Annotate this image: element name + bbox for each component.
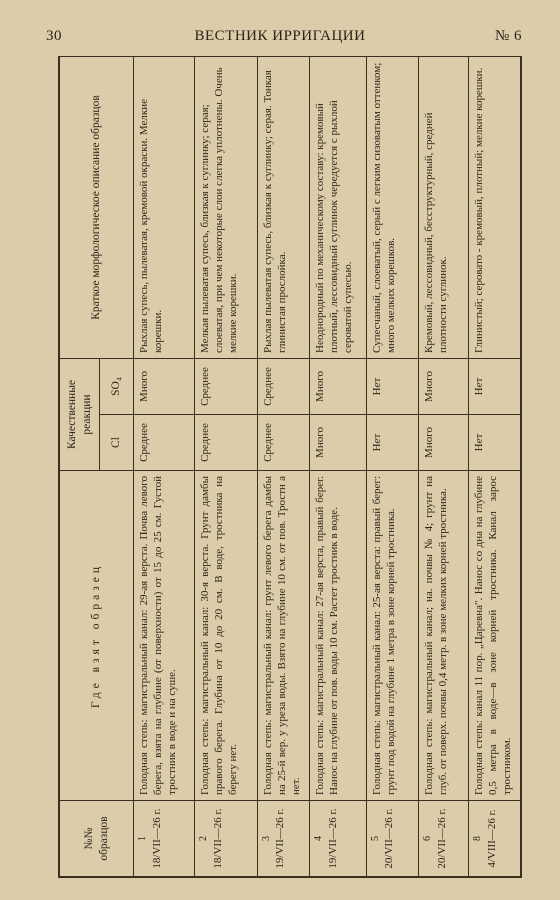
rotated-table-container — [59, 57, 521, 877]
location-cell: Голодная степь: магистральный канал: 29-ая верста. Почва левого берега, взята на глубине (от поверхности) от 15 до 25 см. Густой тростник в воде и на суше. — [134, 471, 195, 801]
sample-number: 5 — [369, 836, 381, 841]
description-cell: Рыхлая супесь, пылеватая, кремовой окраски. Мелкие корешки. — [134, 56, 195, 358]
sample-number: 2 — [197, 836, 209, 841]
header-description: Краткое морфологическое описание образцов — [60, 56, 134, 358]
description-cell: Кремовый, лессовидный, бесструктурный, средней плотности суглинок. — [419, 56, 469, 358]
sample-number: 6 — [422, 836, 434, 841]
cl-reaction-cell: Много — [310, 415, 367, 471]
description-cell: Супесчаный, слоеватый, серый с легким сизоватым оттенком; много мелких корешков. — [366, 56, 418, 358]
sample-number: 8 — [472, 836, 484, 841]
sample-id-cell — [419, 801, 469, 877]
journal-title: ВЕСТНИК ИРРИГАЦИИ — [194, 28, 366, 44]
description-cell: Глинистый; серовато - кремовый, плотный; мелкие корешки. — [469, 56, 521, 358]
table-row — [469, 56, 521, 876]
sample-date: 18/VII—26 г. — [150, 808, 163, 869]
sample-id-cell — [310, 801, 367, 877]
so4-reaction-cell: Среднее — [257, 358, 309, 414]
cl-reaction-cell: Много — [419, 415, 469, 471]
sample-number: 3 — [260, 836, 272, 841]
header-so4: SO₄ — [100, 358, 134, 414]
header-reactions: Качественные реакции — [60, 358, 100, 470]
location-cell: Голодная степь: магистральный канал: грунт левого берега дамбы на 25-й вер. у уреза воды. Взято на глубине 10 см. от пов. Тростн а нет. — [257, 471, 309, 801]
table-body — [134, 56, 521, 876]
description-cell: Рыхлая пылеватая супесь, близкая к суглинку; серая. Тонкая глинистая прослойка. — [257, 56, 309, 358]
sample-date: 18/VII—26 г. — [211, 808, 224, 869]
description-cell: Мелкая пылеватая супесь, близкая к суглинку; серая; слоеватая, при чем некоторые слои слегка уплотнены. Очень мелкие корешки. — [194, 56, 257, 358]
so4-reaction-cell: Много — [419, 358, 469, 414]
table-row — [134, 56, 195, 876]
sample-id-cell — [257, 801, 309, 877]
location-cell: Голодная степь: магистральный канал: 27-ая верста, правый берег. Нанос на глубине от пов. воды 10 см. Растет тростник в воде. — [310, 471, 367, 801]
cl-reaction-cell: Нет — [366, 415, 418, 471]
table-row — [257, 56, 309, 876]
sample-id-cell — [469, 801, 521, 877]
so4-reaction-cell: Много — [134, 358, 195, 414]
so4-reaction-cell: Нет — [366, 358, 418, 414]
location-cell: Голодная степь: магистральный канал: 30-я верста. Грунт дамбы правого берега. Глубина от 10 до 20 см. В воде, тростника на берегу нет. — [194, 471, 257, 801]
so4-reaction-cell: Среднее — [194, 358, 257, 414]
table-row — [310, 56, 367, 876]
cl-reaction-cell: Нет — [469, 415, 521, 471]
page-number: 30 — [46, 28, 62, 44]
header-sample-no: №№ образцов — [60, 801, 134, 877]
description-cell: Неоднородный по механическому составу: кремовый плотный, лессовидный суглинок чередуется с рыхлой сероватой супесью. — [310, 56, 367, 358]
so4-reaction-cell: Много — [310, 358, 367, 414]
sample-date: 19/VII—26 г. — [326, 808, 339, 869]
so4-reaction-cell: Нет — [469, 358, 521, 414]
sample-number: 4 — [313, 836, 325, 841]
sample-id-cell — [194, 801, 257, 877]
issue-number: № 6 — [494, 28, 522, 44]
sample-date: 4/VIII—26 г. — [486, 809, 499, 868]
table-row — [419, 56, 469, 876]
location-cell: Голодная степь: магистральный канал; нa. почвы № 4; грунт на глуб. от поверх. почвы 0,4 метр. в зоне мелких корней тростника. — [419, 471, 469, 801]
table-row — [366, 56, 418, 876]
cl-reaction-cell: Среднее — [257, 415, 309, 471]
table-row — [194, 56, 257, 876]
cl-reaction-cell: Среднее — [134, 415, 195, 471]
sample-number: 1 — [137, 836, 148, 841]
sample-id-cell — [134, 801, 195, 877]
location-cell: Голодная степь: магистральный канал: 25-ая верста: правый берег: грунт под водой на глубине 1 метра в зоне корней тростника. — [366, 471, 418, 801]
sample-date: 20/VII—26 г. — [435, 808, 448, 869]
cl-reaction-cell: Среднее — [194, 415, 257, 471]
sample-date: 19/VII—26 г. — [274, 808, 287, 869]
samples-table-frame — [58, 56, 522, 878]
header-location: Где взят образец — [60, 471, 134, 801]
header-cl: Cl — [100, 415, 134, 471]
running-header — [0, 0, 560, 48]
sample-id-cell — [366, 801, 418, 877]
samples-table — [59, 56, 521, 877]
sample-date: 20/VII—26 г. — [383, 808, 396, 869]
location-cell: Голодная степь: канал 11 пор. „Царевна". Нанос со дна на глубине 0,5 метра в воде—в зоне корней тростника. Канал зарос тростником. — [469, 471, 521, 801]
